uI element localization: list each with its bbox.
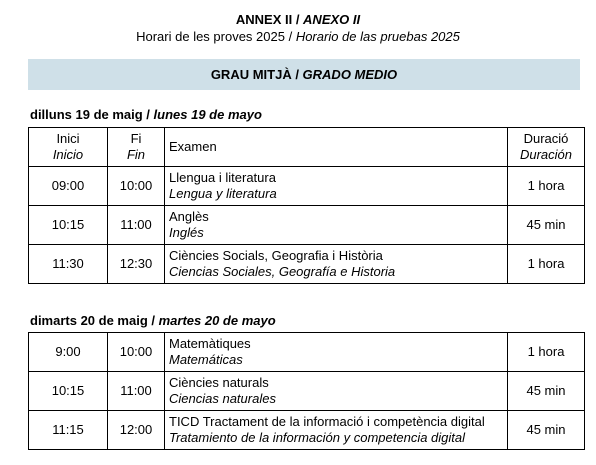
header-start: Inici Inicio	[29, 128, 108, 167]
day-label-spanish: martes 20 de mayo	[158, 313, 276, 328]
day-heading-2	[30, 313, 276, 328]
table-row	[29, 167, 585, 206]
end-time: 12:00	[108, 411, 165, 450]
level-spanish: GRADO MEDIO	[302, 67, 398, 82]
table-header-row	[29, 128, 585, 167]
end-time: 10:00	[108, 333, 165, 372]
exam-name: Ciències naturals Ciencias naturales	[165, 372, 508, 411]
start-time: 09:00	[29, 167, 108, 206]
duration: 1 hora	[508, 245, 585, 284]
schedule-table-day-2	[28, 332, 585, 450]
start-time: 9:00	[29, 333, 108, 372]
duration: 1 hora	[508, 167, 585, 206]
exam-name: Anglès Inglés	[165, 206, 508, 245]
day-label-spanish: lunes 19 de mayo	[153, 107, 262, 122]
day-label-catalan: dilluns 19 de maig /	[30, 107, 154, 122]
level-catalan: GRAU MITJÀ /	[210, 67, 303, 82]
exam-name: Ciències Socials, Geografia i Història Ciencias Sociales, Geografía e Historia	[165, 245, 508, 284]
duration: 1 hora	[508, 333, 585, 372]
exam-name: Llengua i literatura Lengua y literatura	[165, 167, 508, 206]
table-row	[29, 245, 585, 284]
day-heading-1	[30, 107, 262, 122]
document-title	[0, 12, 596, 27]
end-time: 11:00	[108, 206, 165, 245]
title-spanish: ANEXO II	[303, 12, 361, 27]
start-time: 10:15	[29, 206, 108, 245]
level-band	[28, 59, 580, 90]
day-label-catalan: dimarts 20 de maig /	[30, 313, 159, 328]
duration: 45 min	[508, 206, 585, 245]
header-exam: Examen	[165, 128, 508, 167]
table-row	[29, 372, 585, 411]
duration: 45 min	[508, 411, 585, 450]
header-duration: Duració Duración	[508, 128, 585, 167]
duration: 45 min	[508, 372, 585, 411]
end-time: 11:00	[108, 372, 165, 411]
table-row	[29, 411, 585, 450]
header-end: Fi Fin	[108, 128, 165, 167]
title-catalan: ANNEX II /	[235, 12, 304, 27]
end-time: 10:00	[108, 167, 165, 206]
document-subtitle	[0, 29, 596, 44]
table-row	[29, 206, 585, 245]
table-row	[29, 333, 585, 372]
start-time: 10:15	[29, 372, 108, 411]
exam-name: Matemàtiques Matemáticas	[165, 333, 508, 372]
subtitle-catalan: Horari de les proves 2025 /	[136, 29, 296, 44]
start-time: 11:15	[29, 411, 108, 450]
schedule-table-day-1	[28, 127, 585, 284]
exam-name: TICD Tractament de la informació i competència digital Tratamiento de la información y competencia digital	[165, 411, 508, 450]
end-time: 12:30	[108, 245, 165, 284]
start-time: 11:30	[29, 245, 108, 284]
subtitle-spanish: Horario de las pruebas 2025	[295, 29, 460, 44]
